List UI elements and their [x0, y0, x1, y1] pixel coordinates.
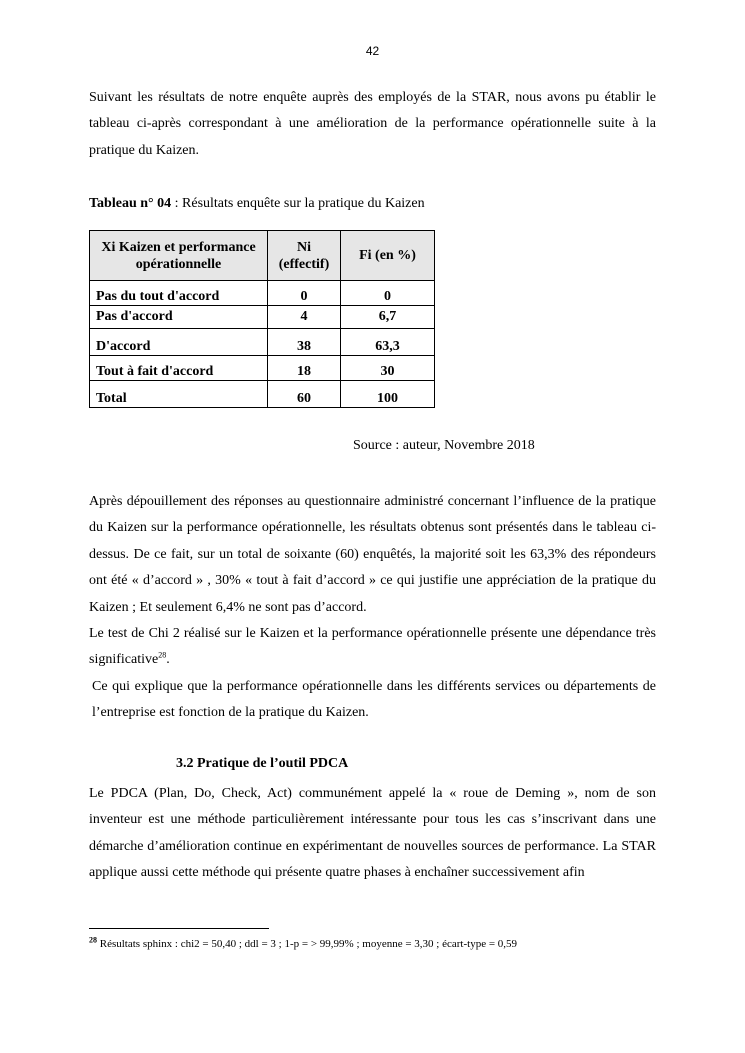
pdca-paragraph: Le PDCA (Plan, Do, Check, Act) communément appelé la « roue de Deming », nom de son inventeur est une méthode particulièrement intéressante pour tous les cas s’inscrivant dans une démarche d’amélioration continue en expérimentant de nouvelles sources de performance. La STAR applique aussi cette méthode qui présente quatre phases à enchaîner successivement afin [89, 786, 656, 881]
analysis-block [89, 489, 656, 727]
table-row [90, 381, 435, 408]
row-fi: 63,3 [341, 329, 435, 356]
row-ni: 0 [268, 281, 341, 306]
row-fi: 0 [341, 281, 435, 306]
table-row [90, 281, 435, 306]
section-heading: 3.2 Pratique de l’outil PDCA [176, 756, 349, 771]
footnote-text: Résultats sphinx : chi2 = 50,40 ; ddl = 3 ; 1-p = > 99,99% ; moyenne = 3,30 ; écart-type = 0,59 [97, 938, 518, 950]
header-ni: Ni (effectif) [268, 231, 341, 281]
header-xi: Xi Kaizen et performance opérationnelle [90, 231, 268, 281]
table-row [90, 356, 435, 381]
intro-paragraph: Suivant les résultats de notre enquête auprès des employés de la STAR, nous avons pu établir le tableau ci-après correspondant à une amélioration de la performance opérationnelle suite à la pratique du Kaizen. [89, 90, 656, 158]
analysis-paragraph-1: Après dépouillement des réponses au questionnaire administré concernant l’influence de la pratique du Kaizen sur la performance opérationnelle, les résultats obtenus sont présentés dans le tableau ci-dessus. De ce fait, sur un total de soixante (60) enquêtés, la majorité soit les 63,3% des répondeurs ont été « d’accord » , 30% « tout à fait d’accord » ce qui justifie une appréciation de la pratique du Kaizen ; Et seulement 6,4% ne sont pas d’accord. [89, 494, 656, 615]
row-fi: 30 [341, 356, 435, 381]
table-row [90, 329, 435, 356]
footnote-number: 28 [89, 935, 97, 945]
table-caption [89, 194, 425, 214]
results-table [89, 230, 435, 408]
row-ni: 4 [268, 306, 341, 329]
analysis-paragraph-3: Ce qui explique que la performance opérationnelle dans les différents services ou départements de l’entreprise est fonction de la pratique du Kaizen. [92, 678, 656, 721]
analysis-paragraph-2-end: . [166, 652, 170, 668]
row-ni: 18 [268, 356, 341, 381]
row-label: Pas d'accord [90, 306, 268, 329]
footnote-ref[interactable]: 28 [158, 650, 167, 660]
page-number: 42 [365, 44, 380, 58]
row-ni: 38 [268, 329, 341, 356]
analysis-paragraph-2 [89, 621, 656, 674]
analysis-paragraph-2-text: Le test de Chi 2 réalisé sur le Kaizen et la performance opérationnelle présente une dépendance très significative [89, 626, 656, 668]
row-label: D'accord [90, 329, 268, 356]
row-fi: 100 [341, 381, 435, 408]
header-fi: Fi (en %) [341, 231, 435, 281]
footnote [89, 937, 689, 951]
row-fi: 6,7 [341, 306, 435, 329]
table-caption-text: : Résultats enquête sur la pratique du Kaizen [171, 196, 425, 211]
table-caption-label: Tableau n° 04 [89, 196, 172, 211]
row-ni: 60 [268, 381, 341, 408]
table-row [90, 306, 435, 329]
row-label: Total [90, 381, 268, 408]
footnote-divider [89, 928, 269, 929]
row-label: Pas du tout d'accord [90, 281, 268, 306]
row-label: Tout à fait d'accord [90, 356, 268, 381]
table-header-row [90, 231, 435, 281]
table-source: Source : auteur, Novembre 2018 [353, 438, 535, 453]
